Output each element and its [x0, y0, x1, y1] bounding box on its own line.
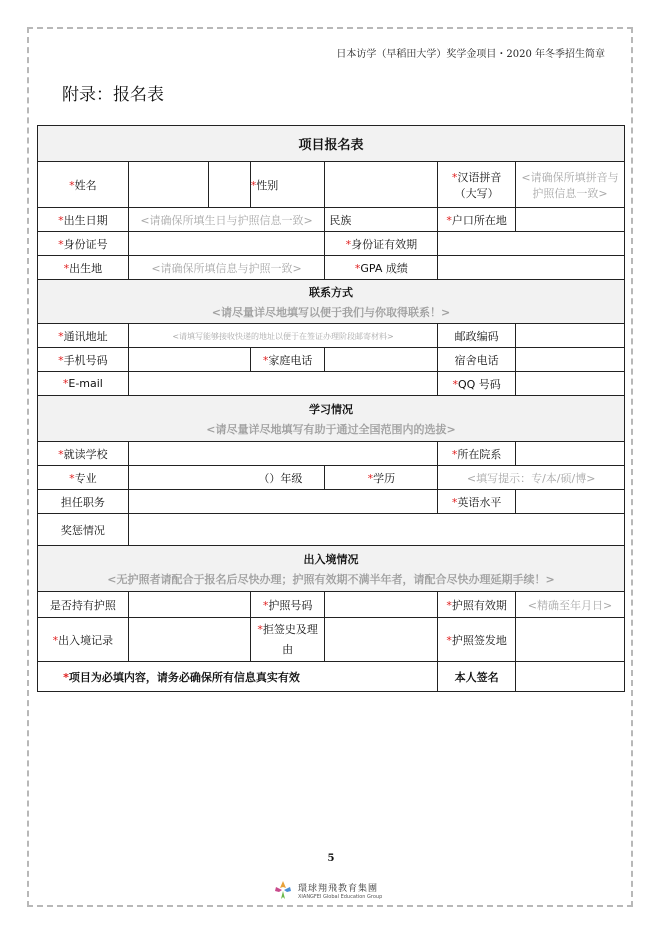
travel-section-header	[38, 546, 625, 592]
page-number: 5	[327, 853, 335, 864]
awards-input[interactable]	[128, 514, 624, 546]
dormphone-label: 宿舍电话	[438, 348, 516, 372]
email-input[interactable]	[128, 372, 438, 396]
degree-input[interactable]	[438, 466, 625, 490]
hukou-input[interactable]	[515, 208, 624, 232]
required-note: *项目为必填内容，请务必确保所有信息真实有效	[38, 662, 325, 692]
visa-refusal-label: *拒签史及理由	[250, 618, 325, 662]
major-input[interactable]	[128, 466, 325, 490]
travel-section-title: 出入境情况	[303, 552, 359, 566]
hukou-label: *户口所在地	[438, 208, 516, 232]
name-label: *姓名	[38, 162, 129, 208]
contact-section-header	[38, 280, 625, 324]
mobile-input[interactable]	[128, 348, 250, 372]
form-title: 项目报名表	[38, 126, 625, 162]
homephone-label: *家庭电话	[250, 348, 325, 372]
mobile-label: *手机号码	[38, 348, 129, 372]
postcode-input[interactable]	[515, 324, 624, 348]
logo-icon	[272, 879, 294, 901]
id-input[interactable]	[128, 232, 325, 256]
signature-input[interactable]	[515, 662, 624, 692]
pinyin-label: *汉语拼音（大写）	[438, 162, 516, 208]
qq-input[interactable]	[515, 372, 624, 396]
position-label: 担任职务	[38, 490, 129, 514]
homephone-input[interactable]	[325, 348, 438, 372]
birthplace-hint: <请确保所填信息与护照一致>	[151, 261, 302, 275]
degree-label: *学历	[325, 466, 438, 490]
passport-validity-input[interactable]	[515, 592, 624, 618]
awards-label: 奖惩情况	[38, 514, 129, 546]
gender-label	[209, 162, 250, 208]
study-section-header	[38, 396, 625, 442]
passport-issue-label: *护照签发地	[438, 618, 516, 662]
logo-text-cn: 環球翔飛教育集團	[298, 883, 379, 894]
travel-section-subtitle: <无护照者请配合于报名后尽快办理；护照有效期不满半年者，请配合尽快办理延期手续！>	[107, 572, 555, 586]
passport-validity-hint: <精确至年月日>	[527, 598, 613, 612]
has-passport-label: 是否持有护照	[38, 592, 129, 618]
grade-text: （）年级	[258, 471, 303, 485]
gender-input[interactable]	[325, 162, 438, 208]
visa-refusal-input[interactable]	[325, 618, 438, 662]
entry-exit-label: *出入境记录	[38, 618, 129, 662]
major-label: *专业	[38, 466, 129, 490]
qq-label: *QQ 号码	[438, 372, 516, 396]
id-validity-input[interactable]	[438, 232, 625, 256]
signature-label: 本人签名	[438, 662, 516, 692]
address-label: *通讯地址	[38, 324, 129, 348]
study-section-title: 学习情况	[309, 402, 353, 416]
address-hint: <请填写能够接收快递的地址以便于在签证办理阶段邮寄材料>	[172, 332, 394, 341]
english-input[interactable]	[515, 490, 624, 514]
contact-section-subtitle: <请尽量详尽地填写以便于我们与你取得联系！>	[211, 305, 451, 319]
department-input[interactable]	[515, 442, 624, 466]
birthplace-input[interactable]	[128, 256, 325, 280]
position-input[interactable]	[128, 490, 438, 514]
appendix-title: 附录：报名表	[62, 85, 164, 105]
birthdate-input[interactable]	[128, 208, 325, 232]
passport-validity-label: *护照有效期	[438, 592, 516, 618]
address-input[interactable]	[128, 324, 438, 348]
contact-section-title: 联系方式	[309, 285, 353, 299]
email-label: *E-mail	[38, 372, 129, 396]
degree-hint: <填写提示：专/本/硕/博>	[466, 471, 596, 485]
english-label: *英语水平	[438, 490, 516, 514]
school-input[interactable]	[128, 442, 438, 466]
study-section-subtitle: <请尽量详尽地填写有助于通过全国范围内的选拔>	[206, 422, 456, 436]
id-label: *身份证号	[38, 232, 129, 256]
passport-no-label: *护照号码	[250, 592, 325, 618]
id-validity-label: *身份证有效期	[325, 232, 438, 256]
application-form-table	[37, 125, 625, 692]
gender-label-cell: *性别	[250, 162, 325, 208]
postcode-label: 邮政编码	[438, 324, 516, 348]
birthplace-label: *出生地	[38, 256, 129, 280]
passport-no-input[interactable]	[325, 592, 438, 618]
pinyin-input[interactable]	[515, 162, 624, 208]
entry-exit-input[interactable]	[128, 618, 250, 662]
gpa-input[interactable]	[438, 256, 625, 280]
birthdate-label: *出生日期	[38, 208, 129, 232]
school-label: *就读学校	[38, 442, 129, 466]
department-label: *所在院系	[438, 442, 516, 466]
has-passport-input[interactable]	[128, 592, 250, 618]
name-input[interactable]	[128, 162, 209, 208]
dormphone-input[interactable]	[515, 348, 624, 372]
passport-issue-input[interactable]	[515, 618, 624, 662]
required-note-tail	[325, 662, 438, 692]
birthdate-hint: <请确保所填生日与护照信息一致>	[140, 213, 313, 227]
gpa-label: *GPA 成绩	[325, 256, 438, 280]
pinyin-hint: <请确保所填拼音与护照信息一致>	[521, 170, 619, 200]
ethnicity-label: 民族	[325, 208, 438, 232]
document-header: 日本访学（早稻田大学）奖学金项目・2020 年冬季招生简章	[336, 49, 605, 60]
group-logo	[272, 876, 382, 904]
logo-text-en: XIANGFEI Global Education Group	[298, 893, 383, 900]
